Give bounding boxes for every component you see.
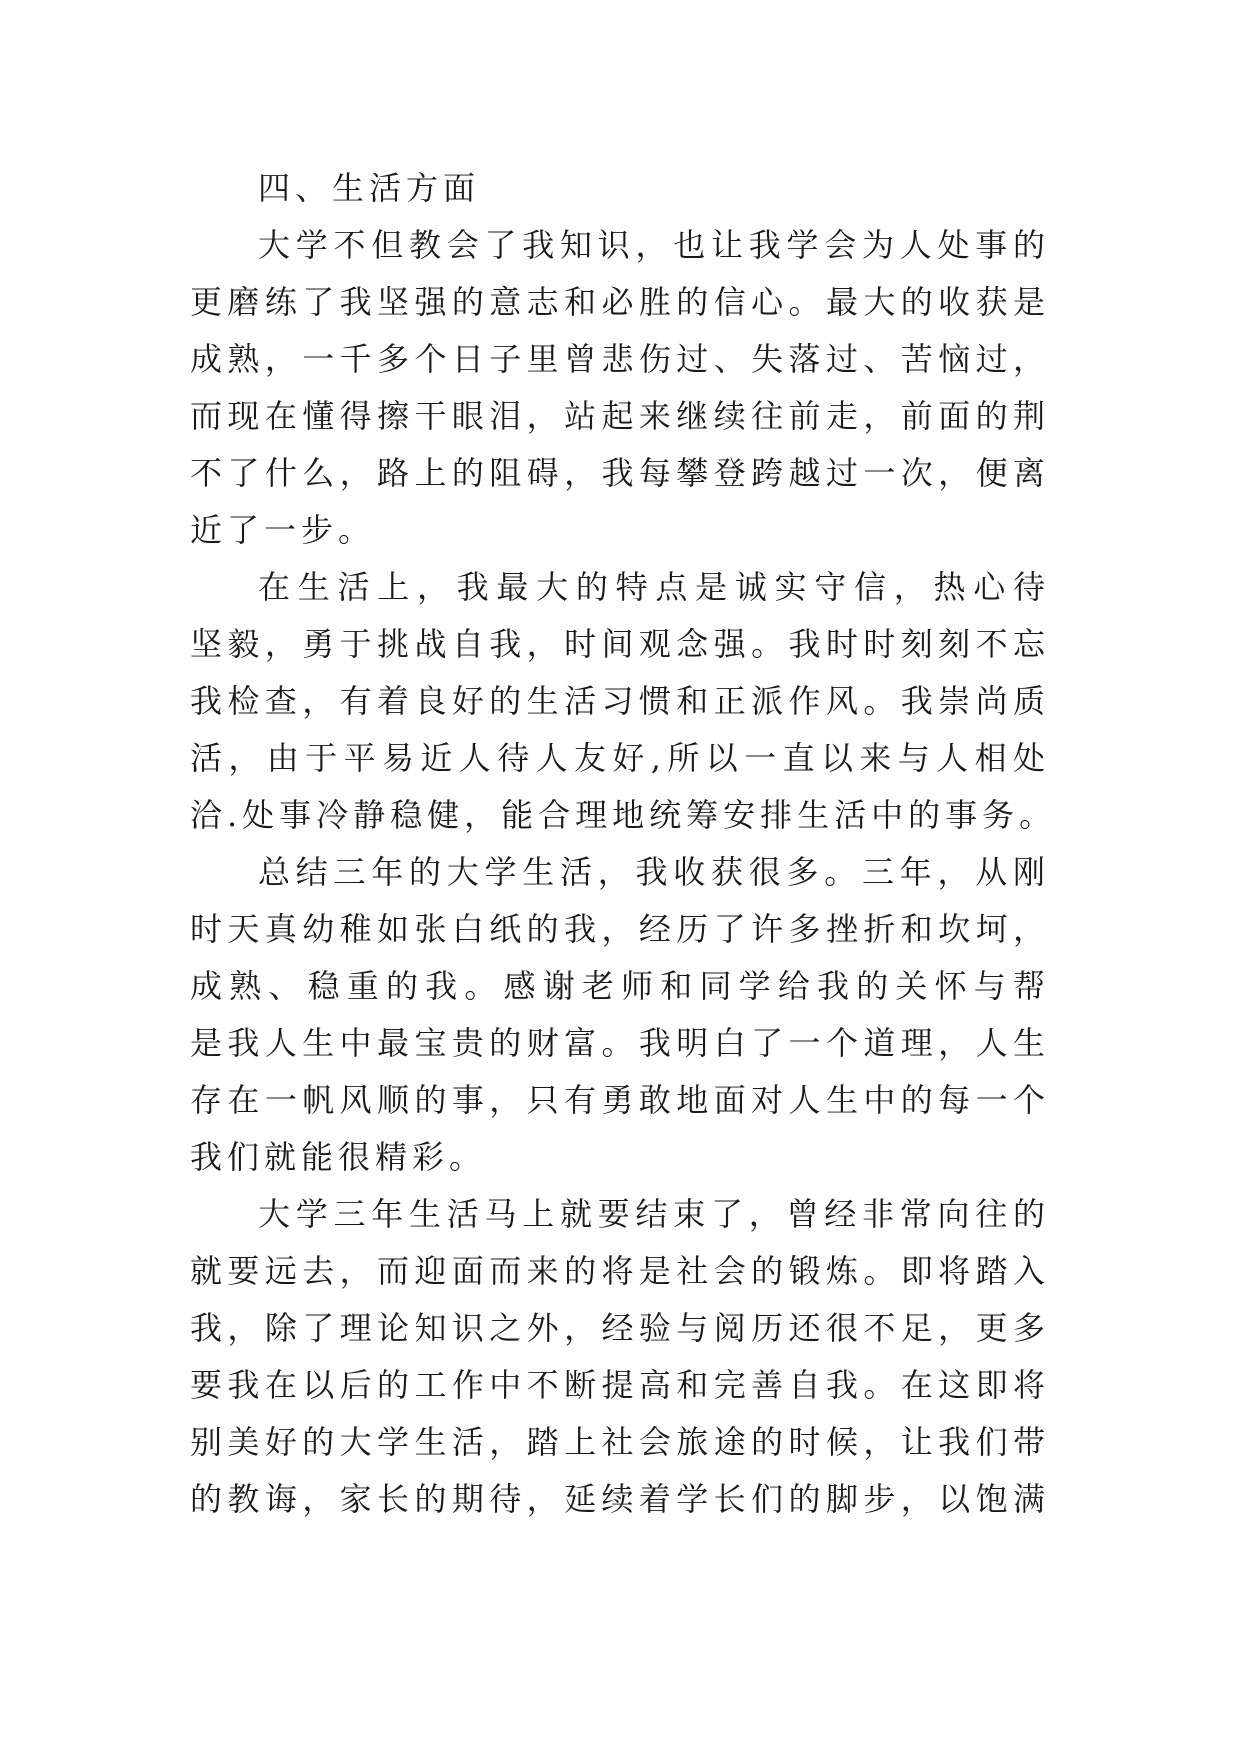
text-line: 存在一帆风顺的事，只有勇敢地面对人生中的每一个	[190, 1081, 1050, 1119]
text-line: 我们就能很精彩。	[190, 1138, 487, 1176]
text-line: 不了什么，路上的阻碍，我每攀登跨越过一次，便离	[190, 454, 1050, 492]
text-line: 活，由于平易近人待人友好,所以一直以来与人相处	[190, 739, 1050, 777]
text-line: 就要远去，而迎面而来的将是社会的锻炼。即将踏入	[190, 1252, 1050, 1290]
text-line: 的教诲，家长的期待，延续着学长们的脚步，以饱满	[190, 1480, 1050, 1518]
text-line: 成熟，一千多个日子里曾悲伤过、失落过、苦恼过，	[190, 340, 1050, 378]
text-line: 更磨练了我坚强的意志和必胜的信心。最大的收获是	[190, 283, 1050, 321]
section-heading: 四、生活方面	[258, 169, 481, 207]
text-line: 我检查，有着良好的生活习惯和正派作风。我崇尚质	[190, 682, 1050, 720]
text-line: 大学三年生活马上就要结束了，曾经非常向往的	[258, 1195, 1050, 1233]
text-line: 成熟、稳重的我。感谢老师和同学给我的关怀与帮	[190, 967, 1050, 1005]
paragraph-3	[190, 844, 1070, 1186]
text-line: 在生活上，我最大的特点是诚实守信，热心待	[258, 568, 1050, 606]
text-line: 大学不但教会了我知识，也让我学会为人处事的	[258, 226, 1050, 264]
paragraph-2	[190, 559, 1070, 844]
text-line: 总结三年的大学生活，我收获很多。三年，从刚	[258, 853, 1050, 891]
text-line: 坚毅，勇于挑战自我，时间观念强。我时时刻刻不忘	[190, 625, 1050, 663]
text-line: 是我人生中最宝贵的财富。我明白了一个道理，人生	[190, 1024, 1050, 1062]
text-line: 近了一步。	[190, 511, 376, 549]
text-line: 而现在懂得擦干眼泪，站起来继续往前走，前面的荆	[190, 397, 1050, 435]
paragraph-4	[190, 1186, 1070, 1528]
text-line: 要我在以后的工作中不断提高和完善自我。在这即将	[190, 1366, 1050, 1404]
text-line: 我，除了理论知识之外，经验与阅历还很不足，更多	[190, 1309, 1050, 1347]
text-line: 时天真幼稚如张白纸的我，经历了许多挫折和坎坷，	[190, 910, 1050, 948]
paragraph-1	[190, 217, 1070, 559]
text-line: 洽.处事冷静稳健，能合理地统筹安排生活中的事务。	[190, 796, 1057, 834]
document-body	[190, 160, 1070, 1528]
text-line: 别美好的大学生活，踏上社会旅途的时候，让我们带	[190, 1423, 1050, 1461]
